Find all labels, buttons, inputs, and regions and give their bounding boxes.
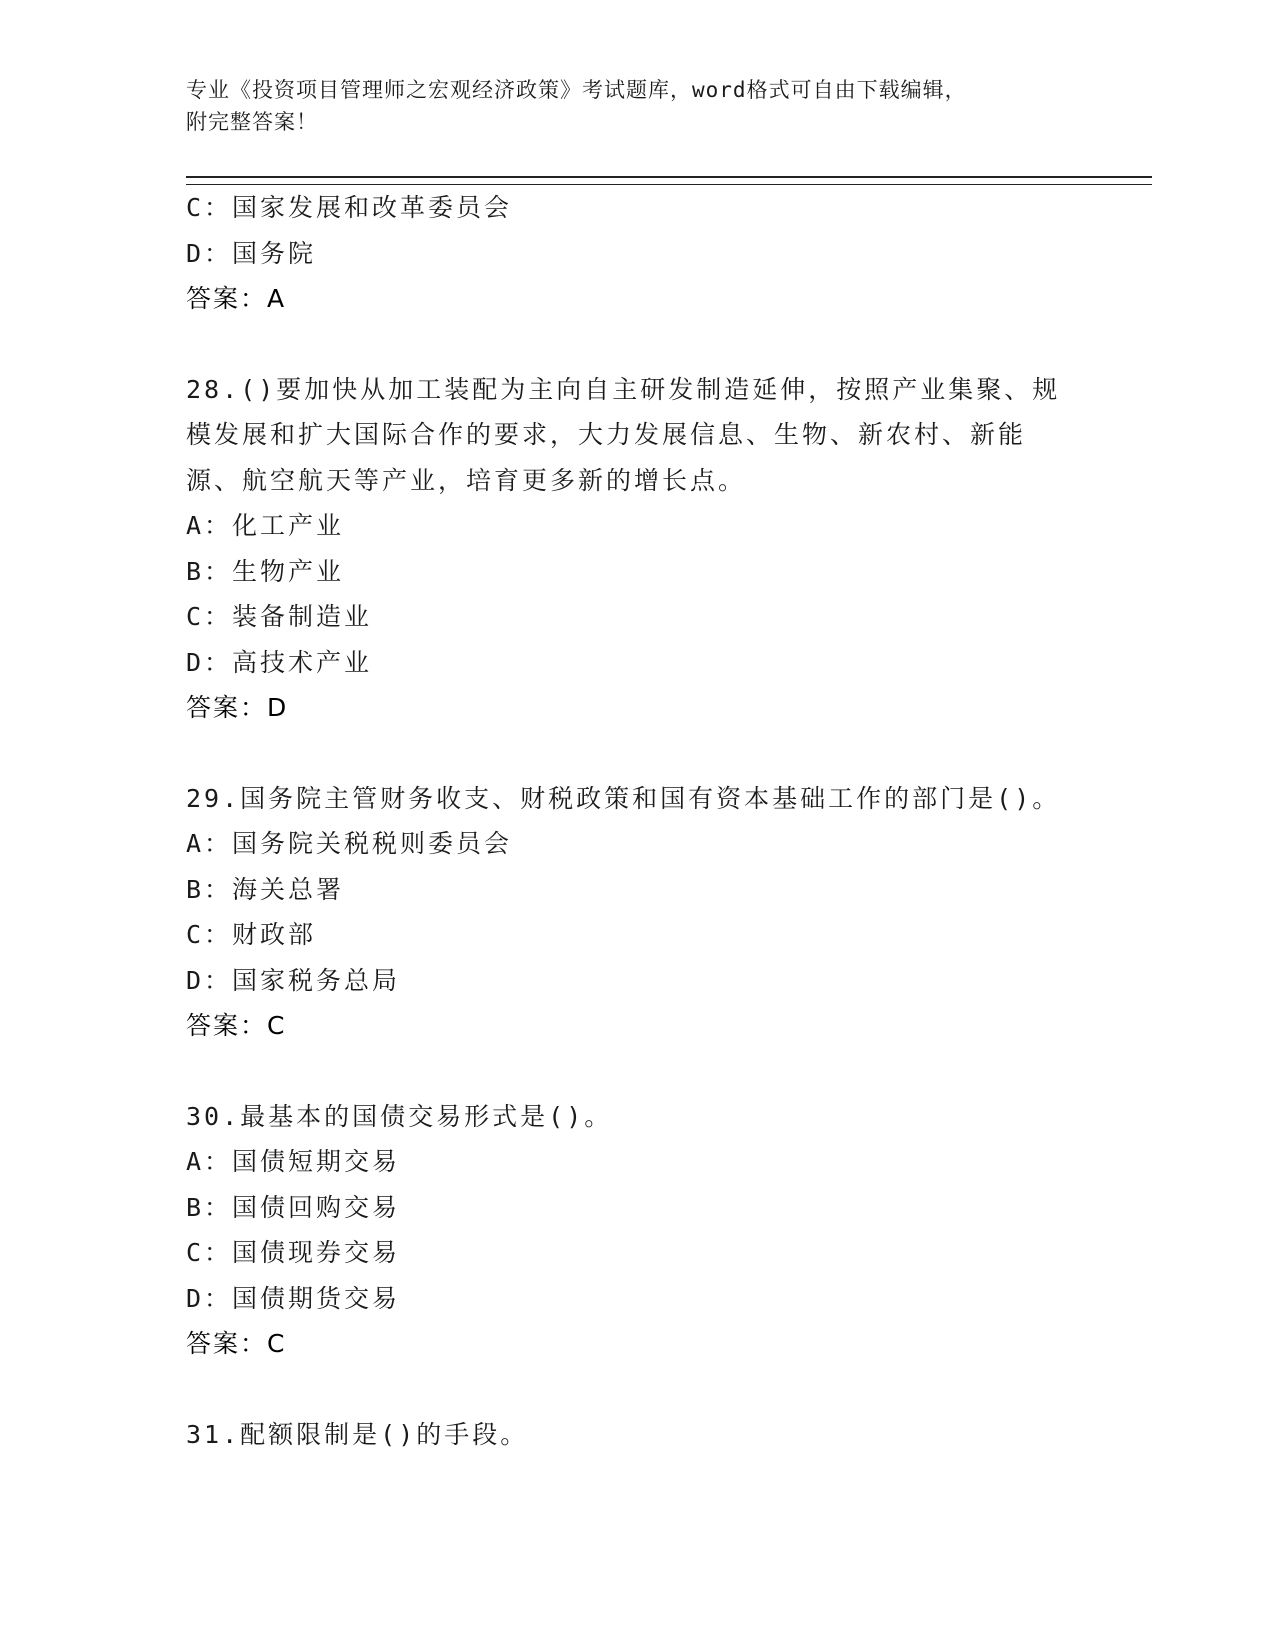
option-a: A：国务院关税税则委员会	[186, 829, 513, 858]
document-header	[186, 74, 1152, 138]
option-a: A：化工产业	[186, 511, 345, 540]
question-31	[186, 1412, 1152, 1458]
option-d: D：国家税务总局	[186, 965, 401, 995]
option-b: B：海关总署	[186, 874, 345, 904]
stem-line: 源、航空航天等产业，培育更多新的增长点。	[186, 465, 747, 495]
header-divider	[186, 176, 1152, 185]
answer-line: 答案：C	[186, 1329, 287, 1358]
question-stem	[186, 1412, 1152, 1458]
question-stem	[186, 367, 1152, 504]
option-c: C：装备制造业	[186, 602, 373, 631]
option-a: A：国债短期交易	[186, 1147, 401, 1176]
option-d: D：高技术产业	[186, 647, 373, 677]
stem-line: 30.最基本的国债交易形式是()。	[186, 1101, 613, 1131]
answer-line: 答案：D	[186, 693, 289, 722]
document-page	[186, 74, 1152, 1457]
option-c: C：财政部	[186, 920, 317, 949]
header-line-1: 专业《投资项目管理师之宏观经济政策》考试题库，word格式可自由下载编辑，	[186, 78, 967, 102]
option-d: D：国债期货交易	[186, 1283, 401, 1313]
question-30	[186, 1094, 1152, 1367]
question-stem	[186, 776, 1152, 822]
question-28	[186, 367, 1152, 731]
stem-line: 31.配额限制是()的手段。	[186, 1419, 529, 1449]
option-b: B：国债回购交易	[186, 1192, 401, 1222]
answer-line: 答案：C	[186, 1011, 287, 1040]
option-c: C：国债现券交易	[186, 1238, 401, 1267]
option-b: B：生物产业	[186, 556, 345, 586]
answer-line: 答案：A	[186, 284, 287, 313]
option-d: D：国务院	[186, 238, 317, 268]
stem-line: 29.国务院主管财务收支、财税政策和国有资本基础工作的部门是()。	[186, 783, 1061, 813]
option-c: C：国家发展和改革委员会	[186, 193, 513, 222]
stem-line: 模发展和扩大国际合作的要求，大力发展信息、生物、新农村、新能	[186, 420, 1027, 449]
question-29	[186, 776, 1152, 1049]
continued-question	[186, 185, 1152, 322]
header-line-2: 附完整答案！	[186, 110, 318, 134]
stem-line: 28.()要加快从加工装配为主向自主研发制造延伸，按照产业集聚、规	[186, 374, 1061, 404]
question-stem	[186, 1094, 1152, 1140]
